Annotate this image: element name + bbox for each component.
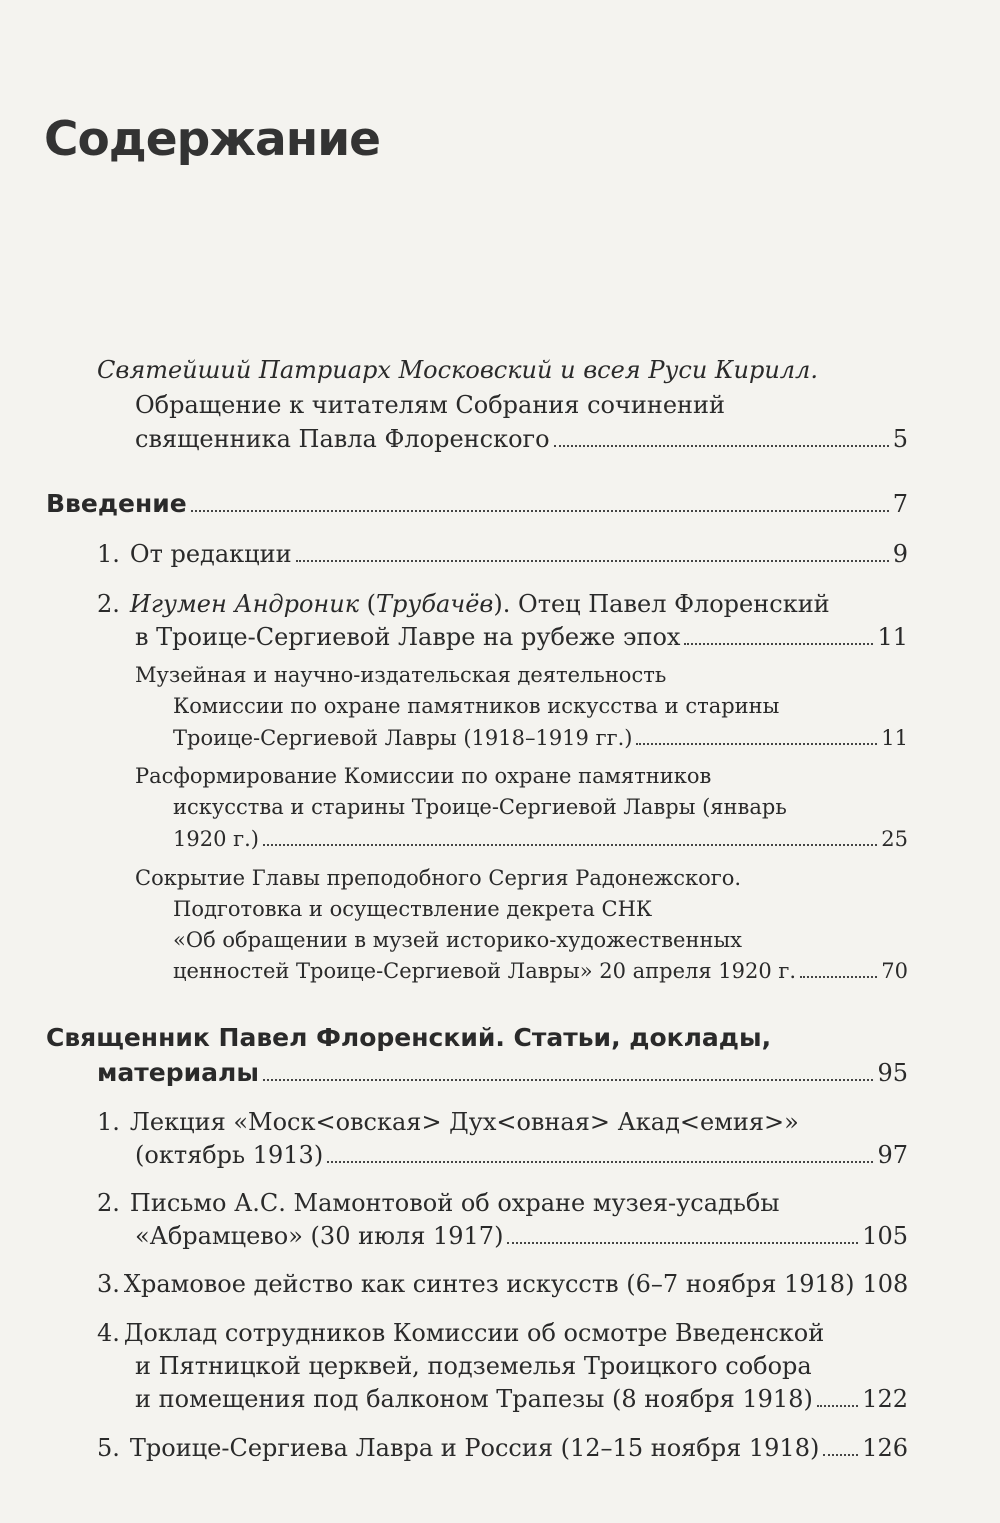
page-number: 105 [862, 1222, 908, 1250]
page-number: 95 [877, 1059, 908, 1087]
author-paren-close: ). [493, 590, 511, 618]
leader-dots [263, 844, 877, 846]
page-number: 25 [881, 827, 908, 851]
leader-dots [296, 560, 889, 562]
entry-author: Святейший Патриарх Московский и всея Руси Кирилл. [97, 356, 818, 384]
entry-text-line: ценностей Троице-Сергиевой Лавры» 20 апреля 1920 г. [173, 959, 797, 983]
entry-text-line: искусства и старины Троице-Сергиевой Лавры (январь [173, 795, 787, 819]
entry-title: От редакции [129, 540, 292, 568]
leader-dots [817, 1405, 858, 1407]
page-number: 97 [877, 1141, 908, 1169]
page-number: 9 [892, 540, 908, 568]
page-number: 122 [862, 1385, 908, 1413]
entry-text-line: священника Павла Флоренского [135, 425, 550, 453]
entry-number: 1. [97, 1108, 120, 1136]
entry-text-line: Письмо А.С. Мамонтовой об охране музея-усадьбы [129, 1189, 780, 1217]
entry-number: 1. [97, 540, 120, 568]
leader-dots [327, 1161, 873, 1163]
entry-text-line: и Пятницкой церквей, подземелья Троицкого собора [135, 1352, 812, 1380]
page-number: 7 [892, 490, 908, 518]
page-number: 11 [877, 623, 908, 651]
page-title: Содержание [44, 112, 381, 167]
entry-text-line: Расформирование Комиссии по охране памятников [135, 764, 712, 788]
entry-text-line: (октябрь 1913) [135, 1141, 324, 1169]
entry-text-line: и помещения под балконом Трапезы (8 ноября 1918) [135, 1385, 813, 1413]
leader-dots [507, 1242, 858, 1244]
entry-text-line: Отец Павел Флоренский [510, 590, 830, 618]
entry-title: Храмовое действо как синтез искусств (6–7 ноября 1918) [123, 1270, 855, 1298]
entry-number: 3. [97, 1270, 120, 1298]
entry-text-line: Обращение к читателям Собрания сочинений [135, 391, 726, 419]
author-paren-open: ( [359, 590, 377, 618]
section-heading: Священник Павел Флоренский. Статьи, доклады, [46, 1023, 772, 1052]
entry-author-secular-name: Трубачёв [376, 590, 494, 618]
entry-title: Троице-Сергиева Лавра и Россия (12–15 ноября 1918) [129, 1434, 820, 1462]
section-heading: материалы [97, 1058, 259, 1087]
entry-number: 2. [97, 1189, 120, 1217]
leader-dots [800, 976, 877, 978]
leader-dots [636, 743, 877, 745]
entry-number: 4. [97, 1319, 120, 1347]
page-number: 126 [862, 1434, 908, 1462]
page-number: 11 [881, 726, 908, 750]
entry-text-line: Музейная и научно-издательская деятельность [135, 663, 667, 687]
page-number: 70 [881, 959, 908, 983]
entry-text-line: в Троице-Сергиевой Лавре на рубеже эпох [135, 623, 681, 651]
leader-dots [684, 643, 873, 645]
entry-text-line: Сокрытие Главы преподобного Сергия Радонежского. [135, 866, 742, 890]
entry-text-line: 1920 г.) [173, 827, 259, 851]
entry-number: 2. [97, 590, 120, 618]
page-number: 5 [892, 425, 908, 453]
entry-text-line: Троице-Сергиевой Лавры (1918–1919 гг.) [173, 726, 633, 750]
page-number: 108 [862, 1270, 909, 1298]
entry-text-line: «Абрамцево» (30 июля 1917) [135, 1222, 504, 1250]
entry-text-line: Комиссии по охране памятников искусства и старины [173, 694, 780, 718]
leader-dots [263, 1079, 874, 1081]
leader-dots [191, 510, 889, 512]
entry-text-line: «Об обращении в музей историко-художественных [173, 928, 743, 952]
entry-text-line: Доклад сотрудников Комиссии об осмотре Введенской [123, 1319, 825, 1347]
entry-text-line: Подготовка и осуществление декрета СНК [173, 897, 653, 921]
entry-text-line: Лекция «Моск<овская> Дух<овная> Акад<емия>» [129, 1108, 799, 1136]
leader-dots [823, 1454, 858, 1456]
leader-dots [554, 445, 889, 447]
entry-number: 5. [97, 1434, 120, 1462]
entry-author: Игумен Андроник [129, 590, 360, 618]
section-heading: Введение [46, 489, 187, 518]
